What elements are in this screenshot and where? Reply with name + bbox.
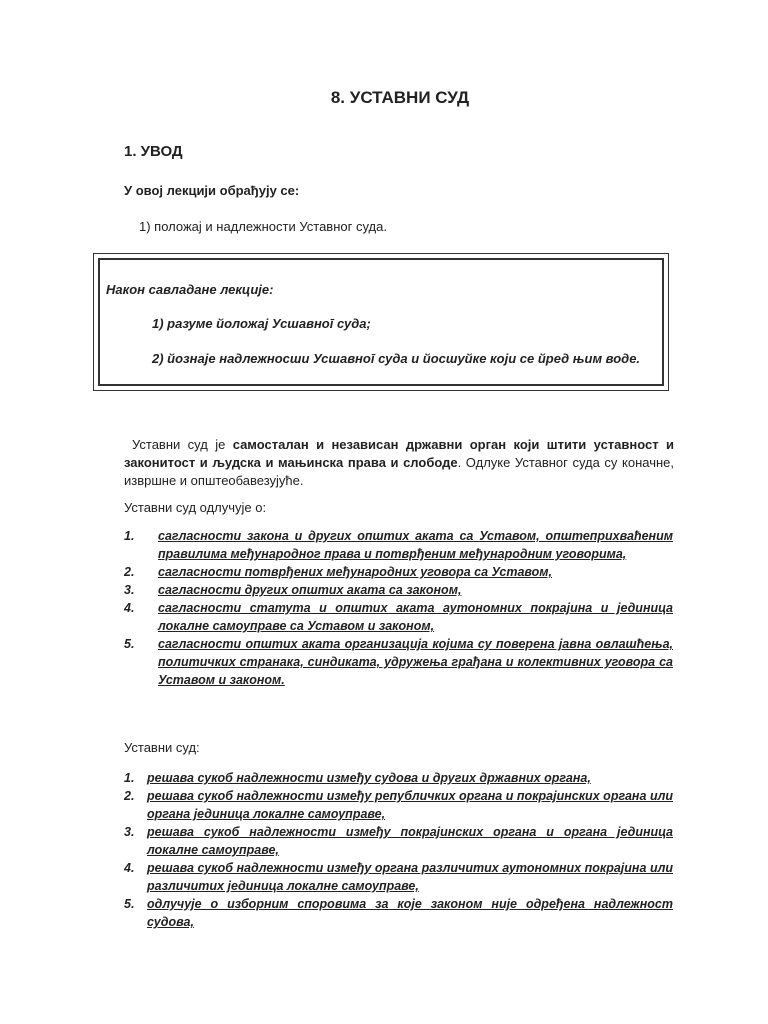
list-item-text: решава сукоб надлежности између судова и других државних органа, xyxy=(147,771,591,785)
intro-text-bold: самосталан и независан државни орган који штити уставност и законитост и људска и мањинска права и слободе xyxy=(124,437,674,470)
outcomes-heading: Након савладане лекције: xyxy=(106,282,274,297)
lesson-intro: У овој лекцији обрађују се: xyxy=(124,183,300,198)
list-item xyxy=(124,787,673,823)
outcome-item: 1) разуме йоложај Усшавноī суда; xyxy=(152,316,371,331)
chapter-title: 8. УСТАВНИ СУД xyxy=(330,88,470,107)
intro-text-start: Уставни суд је xyxy=(132,437,233,452)
list-item-number: 5. xyxy=(124,637,135,651)
list-item xyxy=(124,563,673,581)
list-item-number: 1. xyxy=(124,771,135,785)
list-item-number: 5. xyxy=(124,897,135,911)
list-item-number: 2. xyxy=(124,565,135,579)
list-item-number: 4. xyxy=(124,861,135,875)
jurisdiction-list xyxy=(124,527,673,689)
learning-outcomes-box xyxy=(93,253,669,391)
list-item xyxy=(124,635,673,689)
list-item-text: решава сукоб надлежности између органа различитих аутономних покрајина или различитих јединица локалне самоуправе, xyxy=(147,861,673,893)
list-item-number: 1. xyxy=(124,529,135,543)
learning-outcomes-frame xyxy=(98,258,664,386)
court-heading: Уставни суд: xyxy=(124,740,200,755)
list-item-number: 3. xyxy=(124,583,135,597)
list-item xyxy=(124,823,673,859)
list-item xyxy=(124,527,673,563)
list-item-text: решава сукоб надлежности између републичких органа и покрајинских органа или органа јединица локалне самоуправе, xyxy=(147,789,673,821)
list-item-number: 4. xyxy=(124,601,135,615)
intro-text-end: . Одлуке Уставног суда су коначне, извршне и општеобавезујуће. xyxy=(124,455,674,488)
section-title: 1. УВОД xyxy=(124,143,183,160)
court-powers-list xyxy=(124,769,673,931)
list-item-text: сагласности статута и општих аката аутономних покрајина и јединица локалне самоуправе са Уставом и законом, xyxy=(158,601,673,633)
list-item-number: 3. xyxy=(124,825,135,839)
list-item xyxy=(124,581,673,599)
intro-paragraph xyxy=(124,436,674,490)
decides-heading: Уставни суд одлучује о: xyxy=(124,500,267,515)
list-item xyxy=(124,859,673,895)
lesson-item: 1) положај и надлежности Уставног суда. xyxy=(139,219,387,234)
list-item-number: 2. xyxy=(124,789,135,803)
list-item-text: сагласности закона и других општих аката са Уставом, општеприхваћеним правилима међународног права и потврђеним међународним уговорима, xyxy=(158,529,673,561)
list-item-text: одлучује о изборним споровима за које законом није одређена надлежност судова, xyxy=(147,897,673,929)
list-item xyxy=(124,769,673,787)
list-item xyxy=(124,895,673,931)
list-item-text: сагласности других општих аката са законом, xyxy=(158,583,462,597)
list-item-text: решава сукоб надлежности између покрајинских органа и органа јединица локалне самоуправе, xyxy=(147,825,673,857)
list-item-text: сагласности општих аката организација којима су поверена јавна овлашћења, политичких странака, синдиката, удружења грађана и колективних уговора са Уставом и законом. xyxy=(158,637,673,687)
outcome-item: 2) йознаје надлежносши Усшавноī суда и йосшуйке који се йред њим воде. xyxy=(152,351,641,366)
list-item xyxy=(124,599,673,635)
list-item-text: сагласности потврђених међународних уговора са Уставом, xyxy=(158,565,552,579)
